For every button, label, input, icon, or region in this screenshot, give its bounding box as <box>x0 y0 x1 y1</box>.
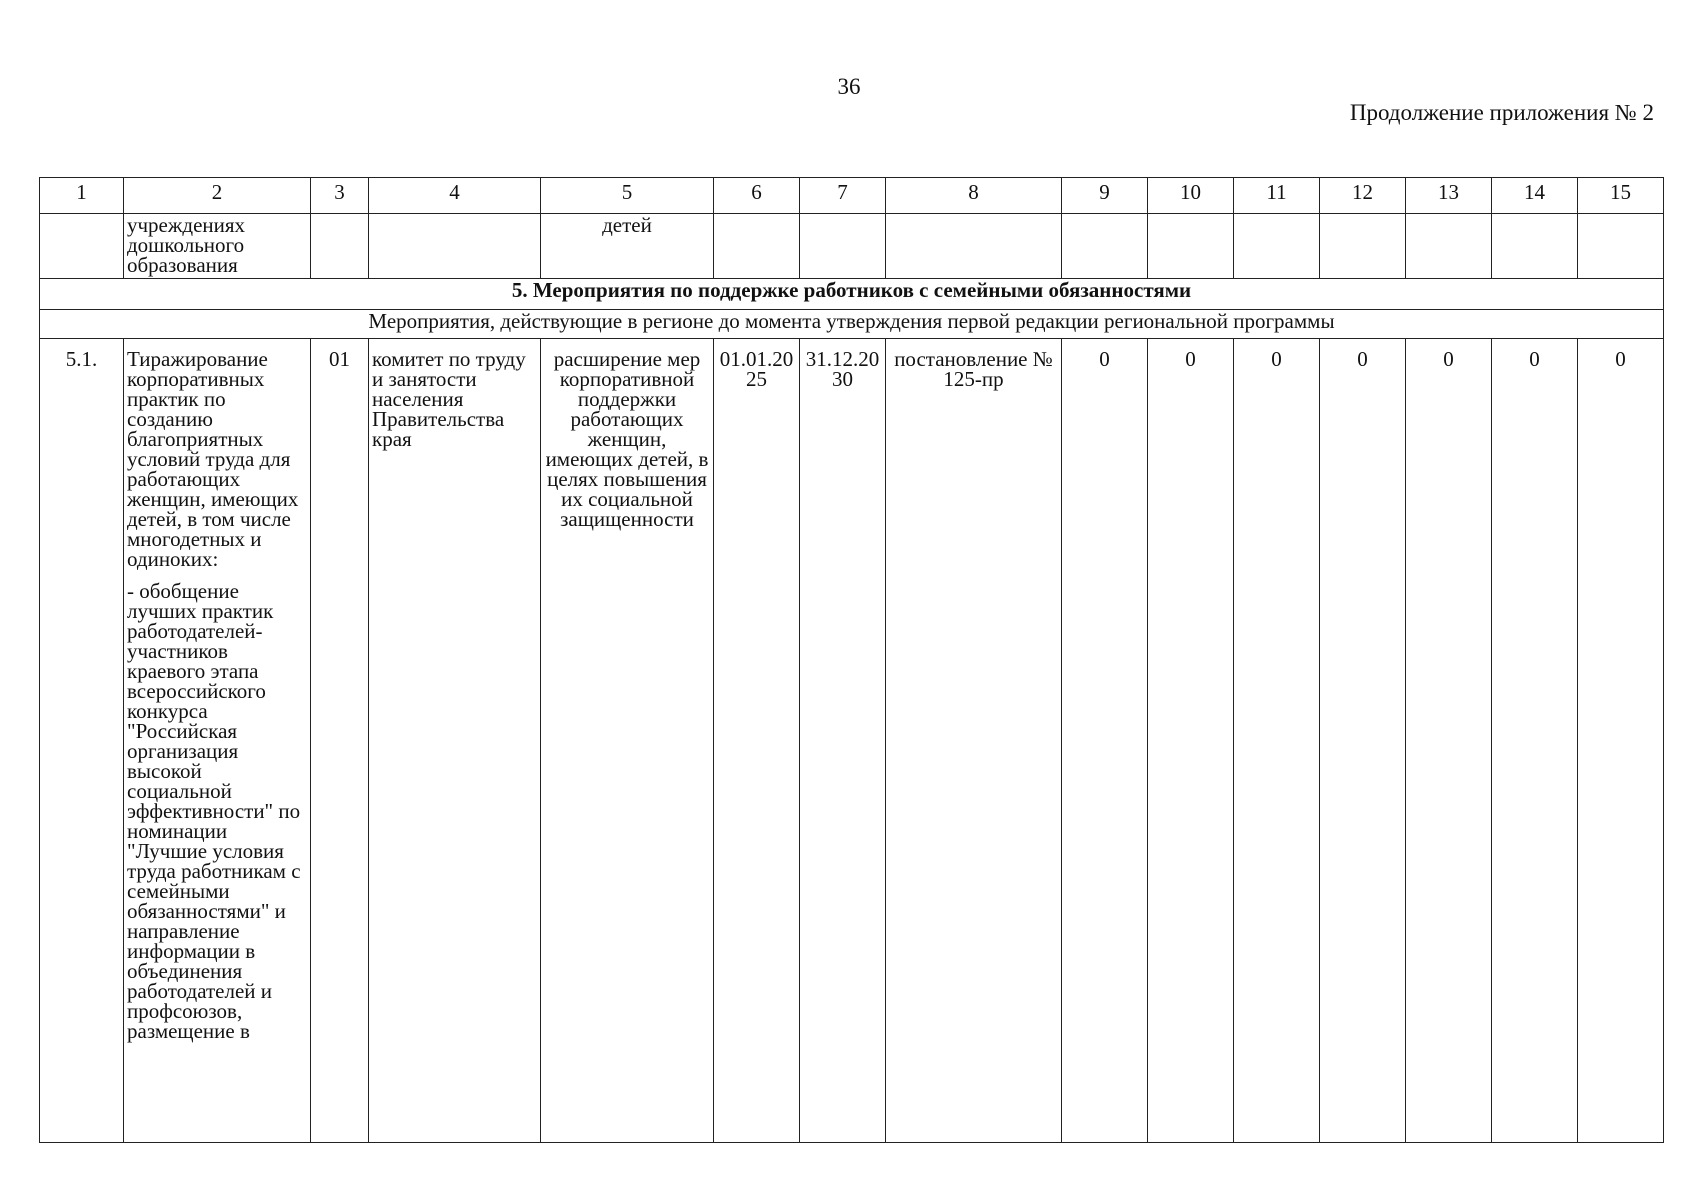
row-document-cell: постановление № 125-пр <box>886 339 1062 1143</box>
section-title: 5. Мероприятия по поддержке работников с семейными обязанностями <box>40 279 1664 310</box>
row-end-date-cell: 31.12.2030 <box>800 339 886 1143</box>
subsection-title: Мероприятия, действующие в регионе до момента утверждения первой редакции региональной программы <box>40 310 1664 339</box>
row-value-cell: 0 <box>1148 339 1234 1143</box>
table-cell <box>1062 214 1148 279</box>
table-cell <box>714 214 800 279</box>
name-paragraph: - обобщение лучших практик работодателей-участников краевого этапа всероссийского конкурса "Российская организация высокой социальной эффективности" по номинации "Лучшие условия труда работникам с семейными обязанностями" и направление информации в объединения работодателей и профсоюзов, размещение в <box>127 579 301 1043</box>
header-cell: 10 <box>1148 178 1234 214</box>
row-number-cell: 5.1. <box>40 339 124 1143</box>
header-cell: 5 <box>541 178 714 214</box>
header-cell: 12 <box>1320 178 1406 214</box>
continued-row <box>40 214 1664 279</box>
table-cell <box>886 214 1062 279</box>
row-value-cell: 0 <box>1578 339 1664 1143</box>
subsection-row <box>40 310 1664 339</box>
header-cell: 8 <box>886 178 1062 214</box>
header-cell: 7 <box>800 178 886 214</box>
row-result-cell: расширение мер корпоративной поддержки работающих женщин, имеющих детей, в целях повышения их социальной защищенности <box>541 339 714 1143</box>
table-cell <box>800 214 886 279</box>
table-cell <box>40 214 124 279</box>
row-value-cell: 0 <box>1406 339 1492 1143</box>
table-cell <box>369 214 541 279</box>
header-cell: 11 <box>1234 178 1320 214</box>
table-row <box>40 339 1664 1143</box>
row-start-date-cell: 01.01.2025 <box>714 339 800 1143</box>
name-paragraph: Тиражирование корпоративных практик по созданию благоприятных условий труда для работающих женщин, имеющих детей, в том числе многодетных и одиноких: <box>127 347 299 571</box>
table-cell <box>1492 214 1578 279</box>
row-value-cell: 0 <box>1320 339 1406 1143</box>
continuation-label: Продолжение приложения № 2 <box>1349 100 1654 125</box>
row-value-cell: 0 <box>1062 339 1148 1143</box>
section-row <box>40 279 1664 310</box>
continued-result-cell: детей <box>541 214 714 279</box>
row-code-cell: 01 <box>311 339 369 1143</box>
header-cell: 6 <box>714 178 800 214</box>
header-cell: 9 <box>1062 178 1148 214</box>
row-value-cell: 0 <box>1492 339 1578 1143</box>
header-cell: 4 <box>369 178 541 214</box>
header-row <box>40 178 1664 214</box>
header-cell: 2 <box>124 178 311 214</box>
table-cell <box>1320 214 1406 279</box>
header-cell: 13 <box>1406 178 1492 214</box>
continued-name-cell: учреждениях дошкольного образования <box>124 214 311 279</box>
header-cell: 14 <box>1492 178 1578 214</box>
table-cell <box>1148 214 1234 279</box>
header-cell: 15 <box>1578 178 1664 214</box>
table-cell <box>1406 214 1492 279</box>
table-cell <box>1234 214 1320 279</box>
row-executor-cell: комитет по труду и занятости населения Правительства края <box>369 339 541 1143</box>
header-cell: 3 <box>311 178 369 214</box>
table-cell <box>1578 214 1664 279</box>
row-value-cell: 0 <box>1234 339 1320 1143</box>
table-cell <box>311 214 369 279</box>
page-number: 36 <box>837 74 861 99</box>
program-table <box>39 177 1664 1143</box>
header-cell: 1 <box>40 178 124 214</box>
row-name-cell <box>124 339 311 1143</box>
